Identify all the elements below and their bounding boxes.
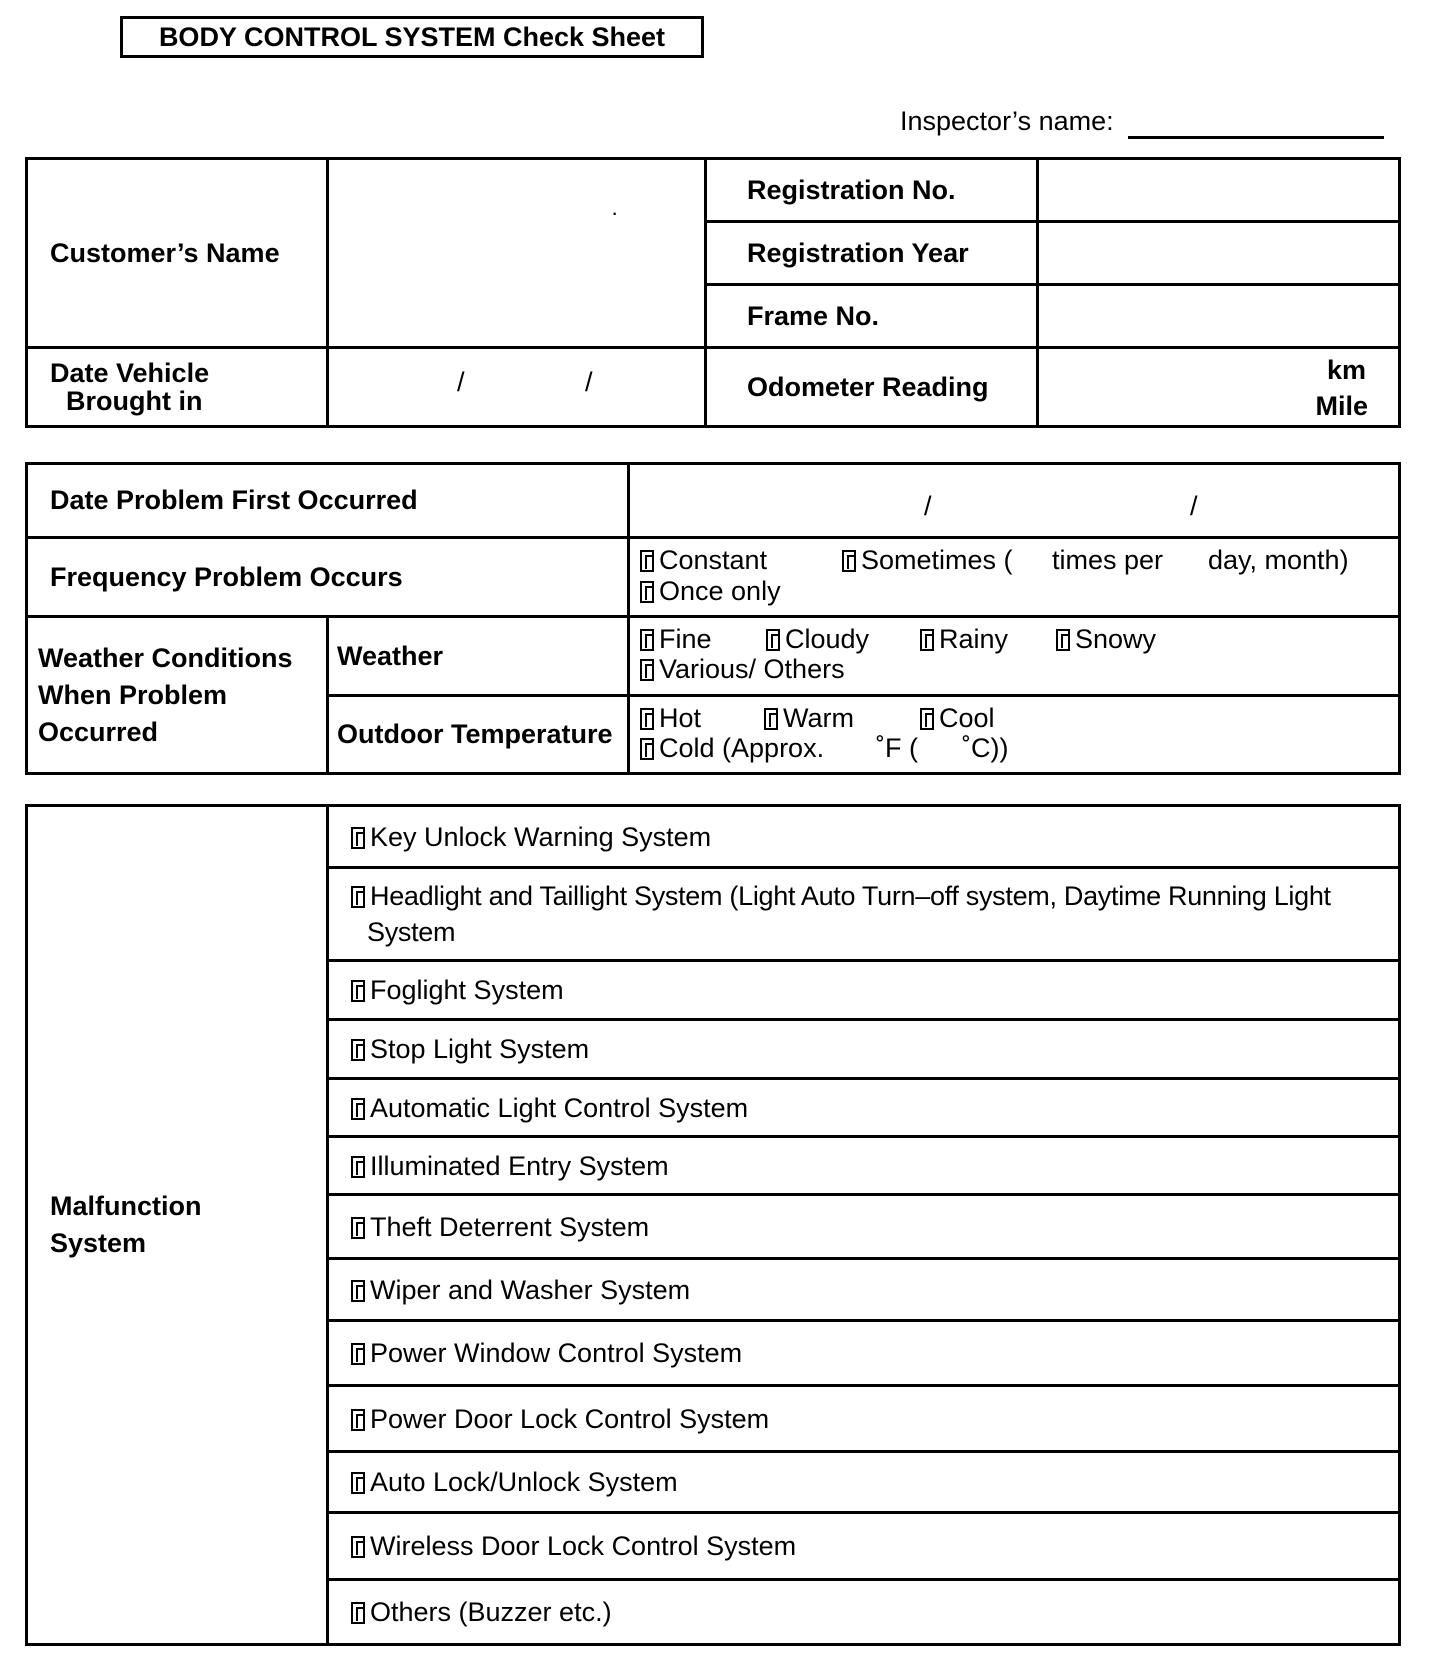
freq-constant-option[interactable]: Constant [640,545,767,576]
malfunction-line1: Malfunction [50,1191,202,1221]
temp-warm-option[interactable]: Warm [764,703,854,734]
malfunction-item-key-unlock[interactable]: Key Unlock Warning System [328,806,1400,868]
checkbox-icon[interactable] [842,550,856,572]
problem-info-table [25,462,1401,775]
weather-snowy-option[interactable]: Snowy [1056,624,1156,655]
checkbox-icon[interactable] [351,1343,365,1365]
frame-no-field[interactable] [1038,285,1400,348]
weather-conditions-line3: Occurred [38,716,159,747]
date-brought-label [27,348,328,427]
checkbox-icon[interactable] [764,708,778,730]
malfunction-system-label [27,806,328,1645]
frequency-options [629,538,1400,617]
date-first-occurred-field[interactable] [629,464,1400,538]
registration-no-field[interactable] [1038,159,1400,222]
malfunction-item-stop-light[interactable]: Stop Light System [328,1020,1400,1079]
registration-year-label: Registration Year [706,222,1038,285]
odometer-mile: Mile [1315,391,1368,421]
malfunction-item-headlight[interactable]: Headlight and Taillight System (Light Auto Turn–off system, Daytime Running Light System [328,868,1400,961]
checkbox-icon[interactable] [640,629,654,651]
checkbox-icon[interactable] [766,629,780,651]
date-brought-line2: Brought in [66,386,203,416]
customer-name-field[interactable] [328,159,706,348]
checkbox-icon[interactable] [351,1156,365,1178]
temp-cool-option[interactable]: Cool [920,703,995,734]
freq-once-option[interactable]: Once only [640,576,781,607]
checkbox-icon[interactable] [351,980,365,1002]
checkbox-icon[interactable] [351,1039,365,1061]
weather-others-option[interactable]: Various/ Others [640,654,845,685]
date-brought-field[interactable] [328,348,706,427]
malfunction-item-wiper-washer[interactable]: Wiper and Washer System [328,1259,1400,1321]
malfunction-item-auto-lock[interactable]: Auto Lock/Unlock System [328,1452,1400,1513]
malfunction-table [25,804,1401,1646]
checkbox-icon[interactable] [920,708,934,730]
checkbox-icon[interactable] [640,708,654,730]
checkbox-icon[interactable] [351,1409,365,1431]
checkbox-icon[interactable] [1056,629,1070,651]
date-first-occurred-label: Date Problem First Occurred [27,464,629,538]
temp-c-label: ˚C)) [962,733,1009,763]
weather-cloudy-option[interactable]: Cloudy [766,624,869,655]
freq-day-month: day, month) [1208,545,1349,575]
odometer-label: Odometer Reading [706,348,1038,427]
checkbox-icon[interactable] [351,1217,365,1239]
odometer-km: km [1326,355,1366,385]
inspector-name-label: Inspector’s name: [900,106,1114,136]
checkbox-icon[interactable] [351,1536,365,1558]
weather-rainy-option[interactable]: Rainy [920,624,1008,655]
weather-options [629,617,1400,696]
freq-sometimes-option[interactable]: Sometimes ( [842,545,1013,576]
temp-cold-option[interactable]: Cold (Approx. [640,733,824,764]
malfunction-item-wireless-door-lock[interactable]: Wireless Door Lock Control System [328,1513,1400,1580]
checkbox-icon[interactable] [920,629,934,651]
checkbox-icon[interactable] [351,1602,365,1624]
checkbox-icon[interactable] [351,1098,365,1120]
malfunction-item-theft-deterrent[interactable]: Theft Deterrent System [328,1195,1400,1259]
checkbox-icon[interactable] [640,581,654,603]
outdoor-temp-label: Outdoor Temperature [328,696,629,774]
checkbox-icon[interactable] [640,550,654,572]
weather-conditions-line2: When Problem [38,679,228,710]
malfunction-item-auto-light[interactable]: Automatic Light Control System [328,1079,1400,1137]
malfunction-item-power-door-lock[interactable]: Power Door Lock Control System [328,1386,1400,1452]
weather-label: Weather [328,617,629,696]
date-brought-line1: Date Vehicle [50,358,210,388]
odometer-field[interactable] [1038,348,1400,427]
stray-dot: · [611,200,619,225]
first-date-slash-1: / [924,491,932,521]
registration-year-field[interactable] [1038,222,1400,285]
date-slash-1: / [457,367,465,397]
weather-conditions-line1: Weather Conditions [38,642,293,673]
checkbox-icon[interactable] [351,1472,365,1494]
vehicle-info-table [25,157,1401,428]
freq-times-per: times per [1052,545,1164,575]
malfunction-item-illuminated-entry[interactable]: Illuminated Entry System [328,1137,1400,1195]
checkbox-icon[interactable] [640,659,654,681]
weather-conditions-label [27,617,328,774]
malfunction-item-foglight[interactable]: Foglight System [328,961,1400,1020]
checkbox-icon[interactable] [351,886,365,908]
checkbox-icon[interactable] [351,1280,365,1302]
outdoor-temp-options [629,696,1400,774]
headlight-continuation: System [367,917,456,947]
malfunction-item-others[interactable]: Others (Buzzer etc.) [328,1580,1400,1645]
malfunction-line2: System [50,1228,147,1258]
temp-f-label: ˚F ( [876,733,918,763]
customer-name-label: Customer’s Name [27,159,328,348]
weather-fine-option[interactable]: Fine [640,624,712,655]
malfunction-item-power-window[interactable]: Power Window Control System [328,1321,1400,1386]
temp-hot-option[interactable]: Hot [640,703,701,734]
inspector-name-field[interactable] [1128,136,1384,139]
registration-no-label: Registration No. [706,159,1038,222]
checkbox-icon[interactable] [640,738,654,760]
sheet-title: BODY CONTROL SYSTEM Check Sheet [120,16,704,58]
frame-no-label: Frame No. [706,285,1038,348]
checkbox-icon[interactable] [351,827,365,849]
frequency-label: Frequency Problem Occurs [27,538,629,617]
first-date-slash-2: / [1190,491,1198,521]
date-slash-2: / [585,367,593,397]
